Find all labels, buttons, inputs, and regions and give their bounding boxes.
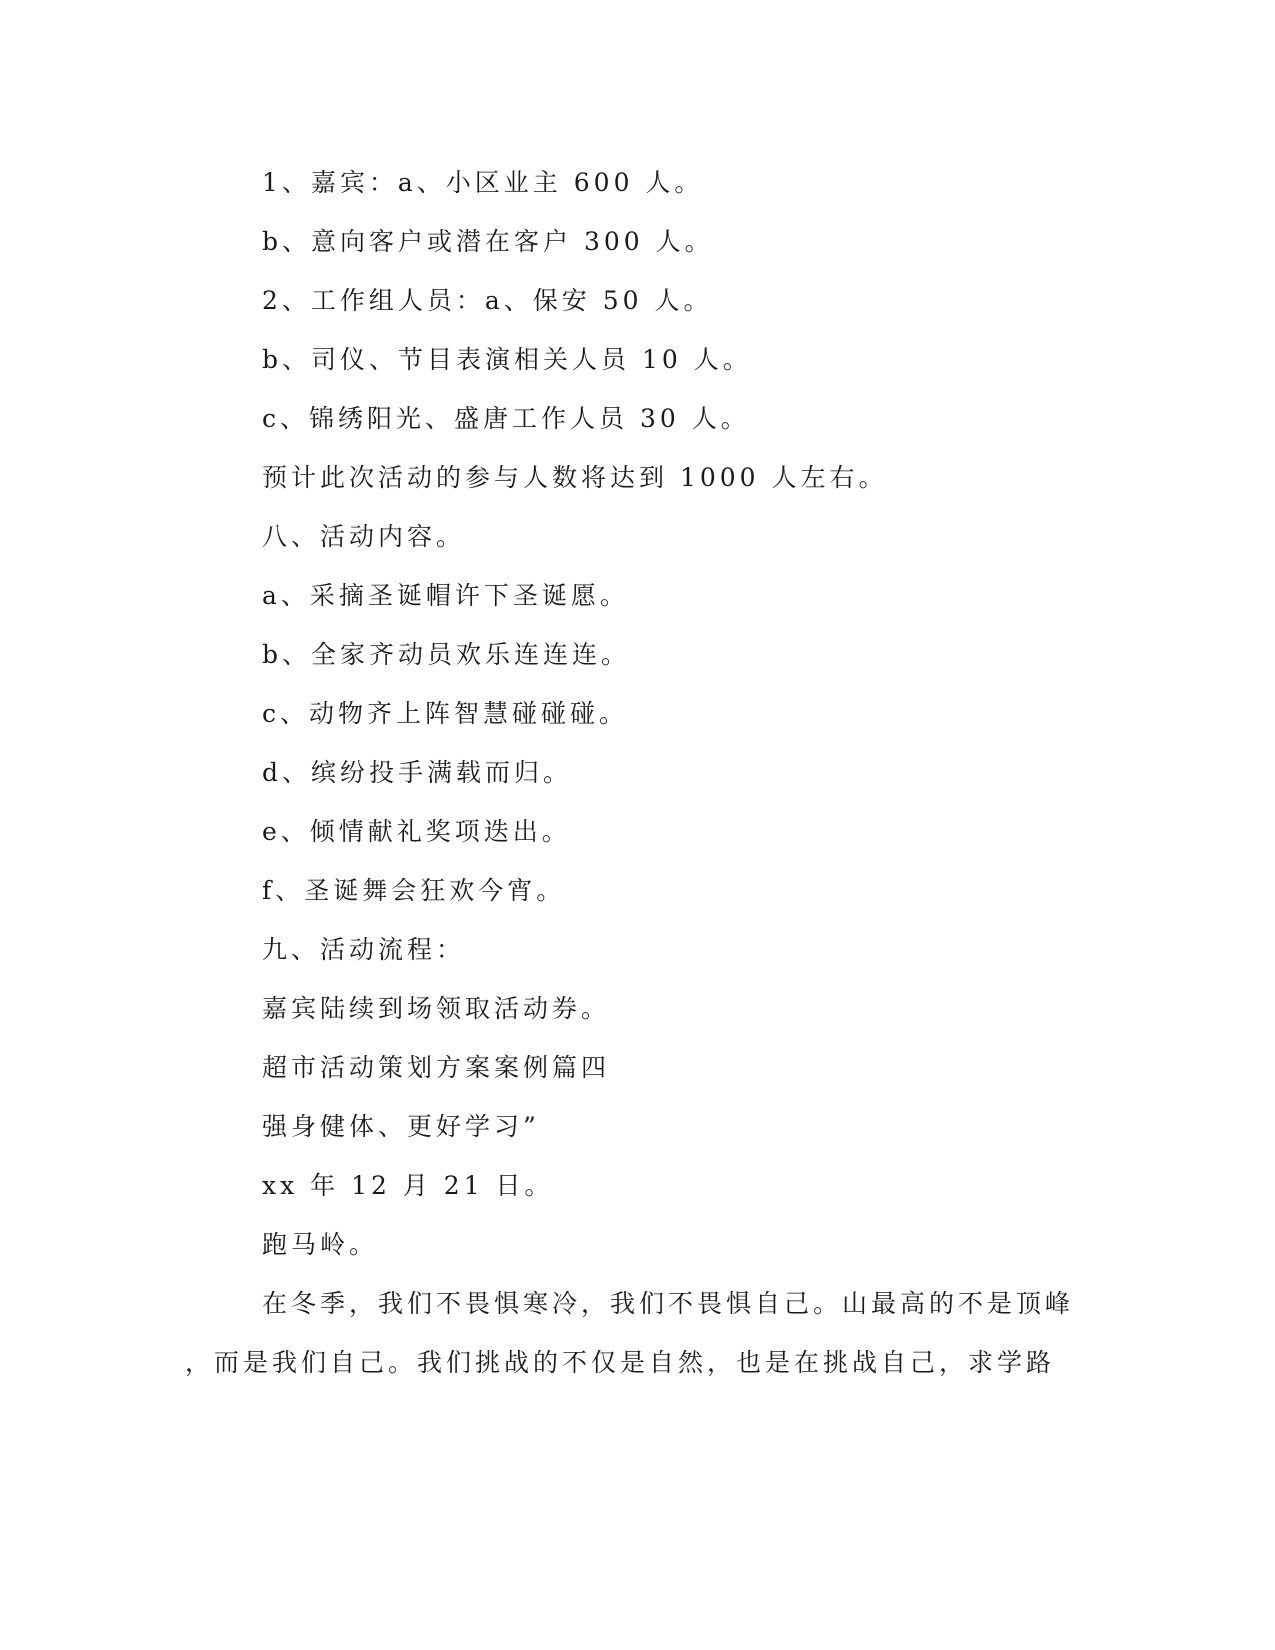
text-line: c、动物齐上阵智慧碰碰碰。 (262, 699, 629, 728)
text-line: b、意向客户或潜在客户 300 人。 (262, 227, 714, 256)
text-line: 嘉宾陆续到场领取活动券。 (262, 994, 611, 1023)
text-line: b、全家齐动员欢乐连连连。 (262, 640, 631, 669)
text-line: 预计此次活动的参与人数将达到 1000 人左右。 (262, 463, 888, 492)
text-line: f、圣诞舞会狂欢今宵。 (262, 876, 566, 905)
location-line: 跑马岭。 (262, 1230, 379, 1259)
section-heading: 九、活动流程： (262, 935, 466, 964)
text-line: b、司仪、节目表演相关人员 10 人。 (262, 345, 752, 374)
text-line: 2、工作组人员：a、保安 50 人。 (262, 286, 713, 315)
section-heading: 八、活动内容。 (262, 522, 466, 551)
text-line: 1、嘉宾：a、小区业主 600 人。 (262, 168, 704, 197)
text-line: a、采摘圣诞帽许下圣诞愿。 (262, 581, 629, 610)
text-line: 强身健体、更好学习” (262, 1112, 540, 1141)
date-line: xx 年 12 月 21 日。 (262, 1171, 554, 1200)
text-line: d、缤纷投手满载而归。 (262, 758, 573, 787)
text-line: c、锦绣阳光、盛唐工作人员 30 人。 (262, 404, 750, 433)
article-title: 超市活动策划方案案例篇四 (262, 1053, 611, 1082)
paragraph-line: 在冬季，我们不畏惧寒冷，我们不畏惧自己。山最高的不是顶峰 (262, 1289, 1075, 1318)
text-line: e、倾情献礼奖项迭出。 (262, 817, 571, 846)
paragraph-line: ，而是我们自己。我们挑战的不仅是自然，也是在挑战自己，求学路 (185, 1348, 1056, 1377)
